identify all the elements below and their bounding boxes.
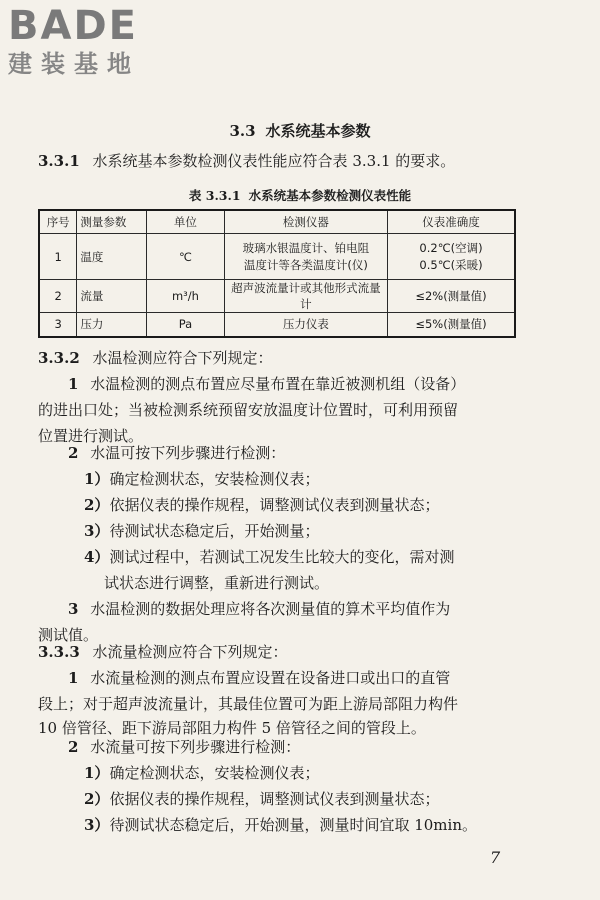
- clause-text-end: 的要求。: [395, 152, 456, 170]
- clause-number: 3.3.3: [38, 643, 80, 661]
- clause-331: [38, 151, 455, 171]
- paragraph-line: 位置进行测试。: [38, 427, 144, 445]
- step-text: 依据仪表的操作规程，调整测试仪表到测量状态；: [109, 790, 440, 808]
- paragraph-line: 的进出口处；当被检测系统预留安放温度计位置时，可利用预留: [38, 401, 459, 419]
- row-instrument: 压力仪表: [224, 313, 387, 337]
- item-text: 水流量检测的测点布置应设置在设备进口或出口的直管: [90, 669, 451, 687]
- row-instrument: 超声波流量计或其他形式流量计: [224, 280, 387, 313]
- item-text: 水温可按下列步骤进行检测：: [90, 444, 286, 462]
- row-accuracy: ≤2%(测量值): [388, 280, 516, 313]
- row-instrument-line: 玻璃水银温度计、铂电阻: [242, 240, 370, 255]
- row-accuracy: [388, 234, 516, 280]
- row-accuracy: ≤5%(测量值): [388, 313, 516, 337]
- section-heading: [0, 120, 600, 141]
- row-accuracy-line: 0.2℃(空调): [419, 240, 483, 255]
- clause-333-heading: [38, 642, 288, 662]
- clause-number: 3.3.1: [38, 152, 80, 170]
- row-instrument-line: 温度计等各类温度计(仪): [243, 257, 368, 272]
- step-item: [84, 789, 439, 809]
- step-number: 2）: [84, 496, 110, 514]
- clause-text: 水系统基本参数检测仪表性能应符合表: [92, 152, 348, 170]
- row-unit: Pa: [147, 313, 225, 337]
- header-accuracy: 仪表准确度: [388, 210, 516, 234]
- step-text: 待测试状态稳定后，开始测量；: [109, 522, 320, 540]
- step-number: 2）: [84, 790, 110, 808]
- logo-subtitle: 建装基地: [8, 50, 140, 78]
- clause-332-heading: [38, 348, 273, 368]
- table-caption: [0, 186, 600, 204]
- item-number: 2: [68, 738, 79, 756]
- clause-title: 水流量检测应符合下列规定：: [92, 643, 288, 661]
- step-item: [84, 547, 454, 567]
- table-row: [39, 280, 515, 313]
- paragraph-line: [68, 443, 285, 463]
- row-instrument: [224, 234, 387, 280]
- logo-wordmark: BADE: [8, 3, 138, 49]
- paragraph-line: [68, 599, 450, 619]
- step-number: 3）: [84, 816, 110, 834]
- step-item: [84, 763, 319, 783]
- paragraph-line: [68, 737, 300, 757]
- row-unit: m³/h: [147, 280, 225, 313]
- row-param: 流量: [77, 280, 147, 313]
- row-unit: ℃: [147, 234, 225, 280]
- paragraph-line: 段上；对于超声波流量计，其最佳位置可为距上游局部阻力构件: [38, 695, 459, 713]
- row-no: 2: [39, 280, 77, 313]
- bade-logo: [8, 4, 188, 78]
- table-row: [39, 234, 515, 280]
- header-param: 测量参数: [77, 210, 147, 234]
- step-text: 待测试状态稳定后，开始测量，测量时间宜取 10min。: [109, 816, 477, 834]
- page-number: 7: [490, 848, 501, 867]
- item-text: 水流量可按下列步骤进行检测：: [90, 738, 301, 756]
- row-no: 3: [39, 313, 77, 337]
- item-number: 1: [68, 375, 79, 393]
- step-number: 4）: [84, 548, 110, 566]
- step-item: [84, 495, 439, 515]
- step-number: 1）: [84, 470, 110, 488]
- clause-number: 3.3.2: [38, 349, 80, 367]
- paragraph-line: [68, 374, 465, 394]
- step-item: [84, 521, 319, 541]
- step-number: 3）: [84, 522, 110, 540]
- step-number: 1）: [84, 764, 110, 782]
- item-text: 水温检测的数据处理应将各次测量值的算术平均值作为: [90, 600, 451, 618]
- step-text: 测试过程中，若测试工况发生比较大的变化，需对测: [109, 548, 455, 566]
- row-param: 温度: [77, 234, 147, 280]
- clause-table-ref: 3.3.1: [352, 152, 391, 170]
- header-unit: 单位: [147, 210, 225, 234]
- table-row: [39, 313, 515, 337]
- step-text: 依据仪表的操作规程，调整测试仪表到测量状态；: [109, 496, 440, 514]
- paragraph-line: [68, 668, 450, 688]
- table-caption-number: 表 3.3.1: [188, 188, 241, 203]
- step-item: [84, 815, 477, 835]
- table-caption-title: 水系统基本参数检测仪表性能: [248, 188, 412, 203]
- item-number: 1: [68, 669, 79, 687]
- header-no: 序号: [39, 210, 77, 234]
- row-no: 1: [39, 234, 77, 280]
- header-instrument: 检测仪器: [224, 210, 387, 234]
- clause-title: 水温检测应符合下列规定：: [92, 349, 273, 367]
- step-text: 确定检测状态，安装检测仪表；: [109, 764, 320, 782]
- paragraph-line: 测试值。: [38, 626, 99, 644]
- item-number: 2: [68, 444, 79, 462]
- step-text: 确定检测状态，安装检测仪表；: [109, 470, 320, 488]
- paragraph-line: 10 倍管径、距下游局部阻力构件 5 倍管径之间的管段上。: [38, 719, 426, 737]
- row-accuracy-line: 0.5℃(采暖): [419, 257, 483, 272]
- step-item: [84, 469, 319, 489]
- row-param: 压力: [77, 313, 147, 337]
- step-continuation: 试状态进行调整，重新进行测试。: [104, 574, 330, 592]
- table-header-row: [39, 210, 515, 234]
- item-number: 3: [68, 600, 79, 618]
- instrument-performance-table: [38, 209, 516, 338]
- section-title: 水系统基本参数: [265, 122, 371, 140]
- section-number: 3.3: [229, 122, 256, 140]
- item-text: 水温检测的测点布置应尽量布置在靠近被测机组（设备）: [90, 375, 466, 393]
